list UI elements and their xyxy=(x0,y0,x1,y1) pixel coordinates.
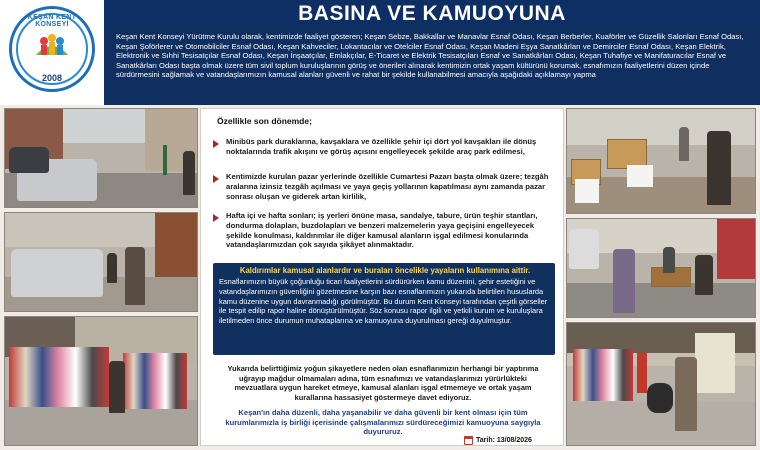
invitation-paragraph: Yukarıda belirttiğimiz yoğun şikayetlere neden olan esnaflarımızın herhangi bir yaptırıma uğrayıp mağdur olmamaları adına, tüm esnafımızı ve vatandaşlarımızı yürürlükteki mevzuatlara uygun hareket etmeye, kamusal alanları işgal etmemeye ve ortak yaşam kurallarına hassasiyet göstermeye davet ediyoruz. xyxy=(227,364,539,402)
intro-text: Keşan Kent Konseyi Yürütme Kurulu olarak, kentimizde faaliyet gösteren; Keşan Sebze, Bakkallar ve Manavlar Esnaf Odası, Keşan Berberler, Kuaförler ve Güzellik Salonları Esnaf Odası, Keşan Şoförlerer ve Otomobilciler Esnaf Odası, Keşan Kahveciler, Lokantacılar ve Otelciler Esnaf Odası, Keşan Madeni Eşya Sanatkârları ve Demirciler Esnaf Odası, Keşan Elektrik, Elektronik ve Sıhhi Tesisatçılar Esnaf Odası, Keşan İnşaatçılar, Emlakçılar, E-Ticaret ve Elektrik Tesisatçıları Esnaf ve Sanatkârları Odası, Keşan Tuhafiye ve Manifaturacılar Esnaf ve Sanatkârları Odası başta olmak üzere tüm sivil toplum kuruluşlarının görüş ve önerileri alınarak kentimizin ortak yaşam kültürünü korumak, esnafımızın faaliyetlerini düzen içinde sürdürmesini sağlamak ve vatandaşlarımızın kamusal alanları güvenli ve rahat bir şekilde kullanabilmesi amacıyla aşağıdaki açıklamayı yapma xyxy=(116,32,744,80)
closing-statement: Keşan'ın daha düzenli, daha yaşanabilir ve daha güvenli bir kent olması için tüm kurumlarımızla iş birliği içerisinde çalışmalarımızı sürdüreceğimizi kamuoyuna saygıyla duyururuz. xyxy=(225,408,541,437)
logo-ring-text: KEŞAN KENT KONSEYİ xyxy=(27,14,77,28)
bullet-arrow-icon xyxy=(212,175,220,183)
notice-body: Esnaflarımızın büyük çoğunluğu ticari faaliyetlerini sürdürürken kamu düzenini, şehir estetiğini ve vatandaşlarımızın güvenliğini gözetmesine karşın bazı esnaflarımızın yukarıda belirtilen hususlarda kamu düzenine uygun davranmadığı görülmüştür. Bu durum Kent Konseyi tarafından çeşitli görseller ile tespit edilip rapor haline dönüştürülmüştür. Söz konusu rapor ilgili ve yetkili kurum ve kuruluşlara iletilmeden önce durumun muhataplarına ve kamuoyuna duyurulması gereği duyulmuştur. xyxy=(219,277,548,326)
calendar-icon xyxy=(464,436,473,445)
title-bar xyxy=(104,0,760,28)
photo-cafe-tables xyxy=(566,218,756,318)
bullet-item-market: Kentimizde kurulan pazar yerlerinde özellikle Cumartesi Pazarı başta olmak üzere; tezgâh aralarına izinsiz tezgâh açılması ve yaya geçiş yollarının kapatılması aynı zamanda pazar sonrası oluşan ve giderek artan kirlilik, xyxy=(226,172,549,201)
section-heading: Özellikle son dönemde; xyxy=(217,116,312,126)
photo-shop-racks-stroller xyxy=(566,322,756,446)
logo-year: 2008 xyxy=(41,73,63,83)
logo-figures-icon xyxy=(34,31,70,59)
kent-konseyi-logo-icon xyxy=(9,6,95,92)
bullet-item-parking: Minibüs park duraklarına, kavşaklara ve özellikle şehir içi dört yol kavşakları ile dönüş noktalarında trafik akışını ve görüş açısını engelleyecek şekilde araç park edilmesi, xyxy=(226,137,537,156)
photo-street-cars xyxy=(4,108,198,208)
photo-market-crates xyxy=(566,108,756,214)
bullet-arrow-icon xyxy=(212,214,220,222)
logo-area xyxy=(0,0,104,105)
notice-heading: Kaldırımlar kamusal alanlardır ve buraları öncelikle yayaların kullanımına aittir. xyxy=(239,266,531,275)
photo-sidewalk-car xyxy=(4,212,198,312)
photo-clothing-racks xyxy=(4,316,198,446)
page-title: BASINA VE KAMUOYUNA xyxy=(298,2,566,25)
bullet-item-sidewalks: Hafta içi ve hafta sonları; iş yerleri önüne masa, sandalye, tabure, ürün teşhir stantları, dondurma dolapları, buzdolapları ve benzeri malzemelerin yaya geçişini engelleyecek şekilde konulması, kaldırımlar ile diğer kamusal alanların işgal edilmesi konularında vatandaşlarımızdan çok sayıda şikâyet alınmaktadır. xyxy=(226,211,538,250)
bullet-arrow-icon xyxy=(212,140,220,148)
date-label: Tarih: 13/08/2026 xyxy=(476,437,532,444)
